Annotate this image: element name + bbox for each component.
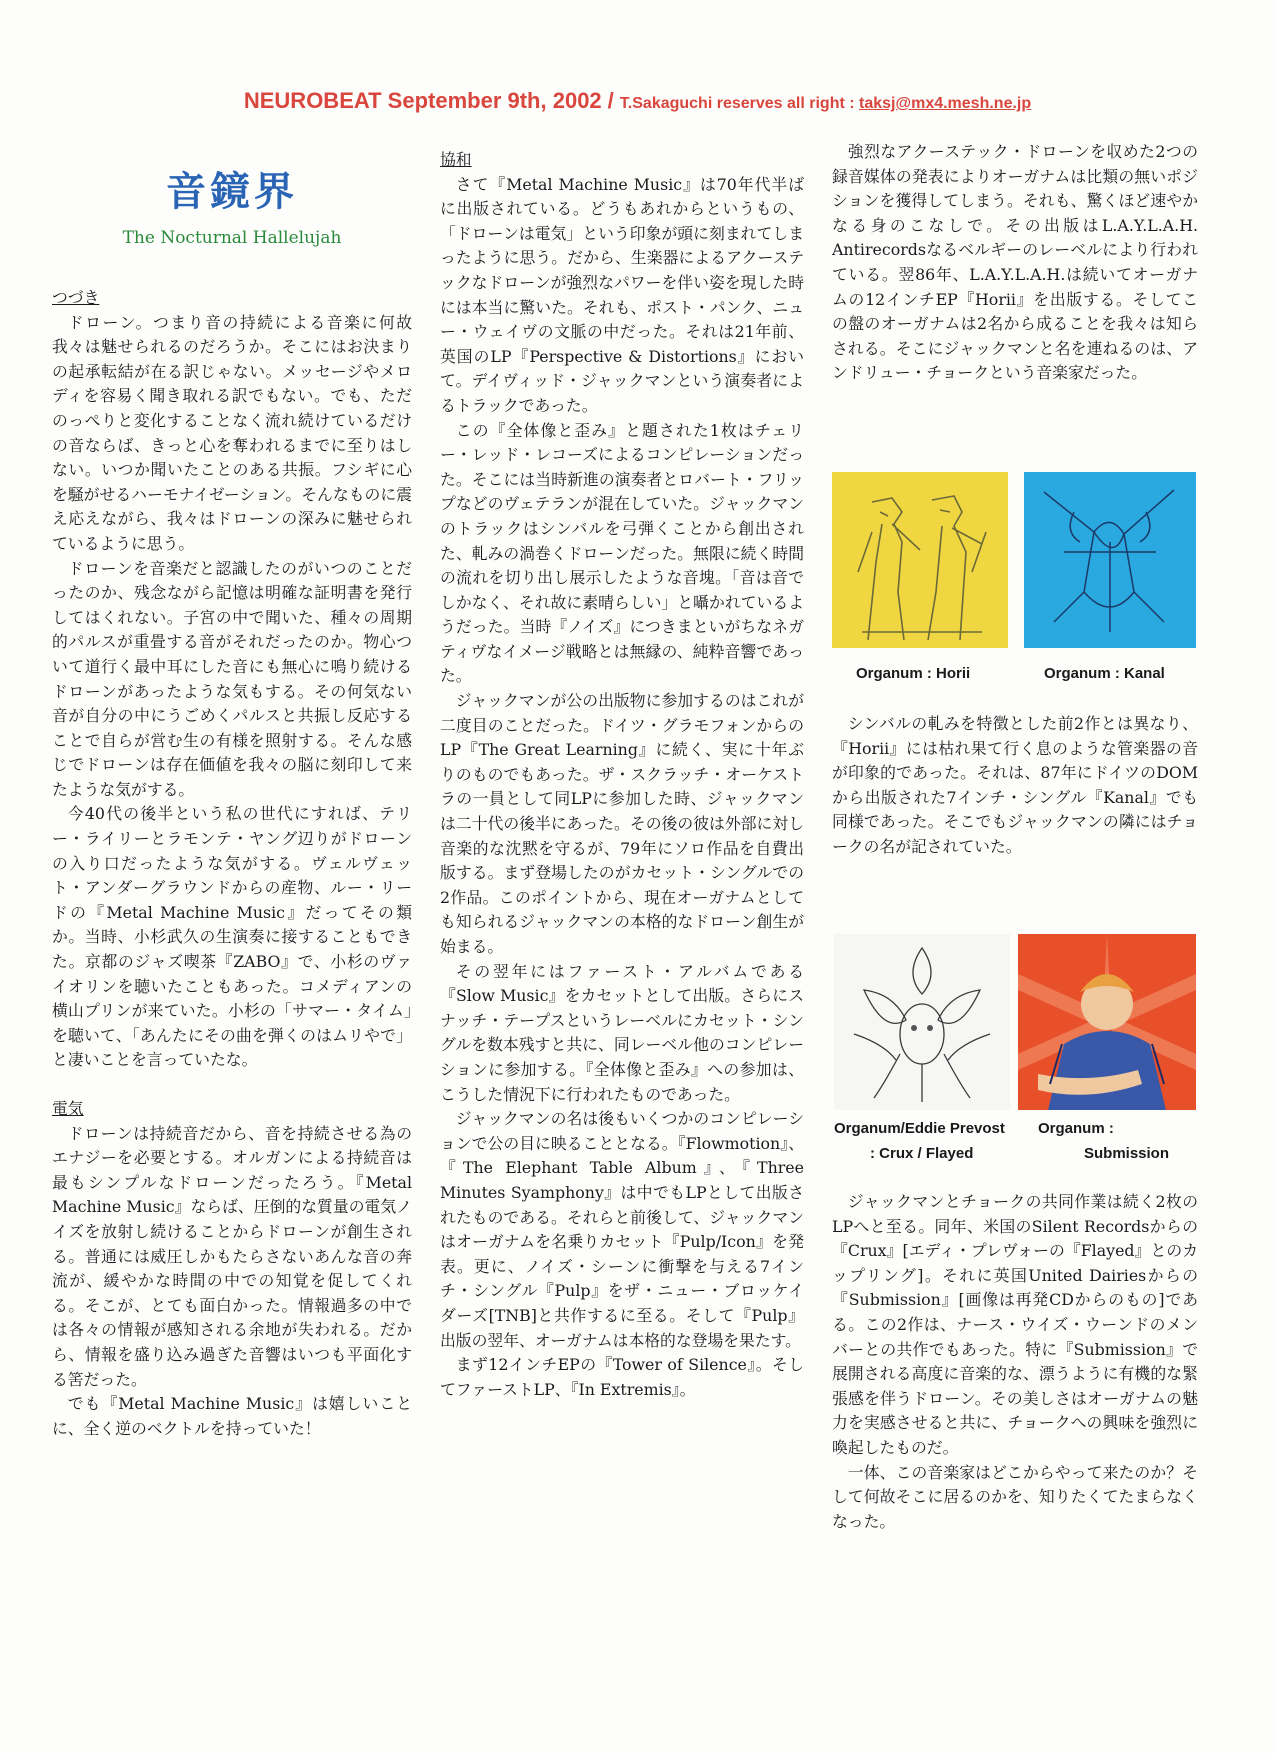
column-3-middle xyxy=(832,712,1198,860)
header-title: NEUROBEAT September 9th, 2002 xyxy=(243,88,602,113)
masthead-subtitle: The Nocturnal Hallelujah xyxy=(122,228,342,248)
column-2 xyxy=(440,148,804,1402)
paragraph: ドローン。つまり音の持続による音楽に何故我々は魅せられるのだろうか。そこにはお決まりの起承転結が在る訳じゃない。メッセージやメロディを容易く聞き取れる訳でもない。でも、ただのっぺりと変化することなく流れ続けているだけの音ならば、きっと心を奪われるまでに至りはしない。いつか聞いたことのある共振。フシギに心を騒がせるハーモナイゼーション。そんなものに震え応えながら、我々はドローンの深みに魅せられているように思う。 xyxy=(52,312,412,553)
submission-figure-icon xyxy=(1018,934,1196,1110)
paragraph: さて『Metal Machine Music』は70年代半ばに出版されている。どうもあれからというもの、「ドローンは電気」という印象が頭に刻まれてしまったように思う。だから、生楽器によるアクーステックなドローンが強烈なパワーを伴い姿を現した時には本当に驚いた。それも、ポスト・パンク、ニュー・ウェイヴの文脈の中だった。それは21年前、英国のLP『Perspective & Distortions』において。デイヴィッド・ジャックマンという演奏者によるトラックであった。 xyxy=(440,174,804,415)
masthead xyxy=(52,168,412,248)
paragraph: ジャックマンとチョークの共同作業は続く2枚のLPへと至る。同年、米国のSilent Recordsからの『Crux』[エディ・プレヴォーの『Flayed』とのカップリング]。それに英国United Dairiesからの『Submission』[画像は再発CDからのもの]である。この2作は、ナース・ウイズ・ウーンドのメンバーとの共作でもあった。特に『Submission』で展開される高度に音楽的な、漂うように有機的な緊張感を伴うドローン。その美しさはオーガナムの魅力を実感させると共に、チョークへの興味を強烈に喚起したものだ。 xyxy=(832,1192,1198,1457)
section-heading-denki: 電気 xyxy=(52,1099,84,1118)
paragraph: 今40代の後半という私の世代にすれば、テリー・ライリーとラモンテ・ヤング辺りがドローンの入り口だったような気がする。ヴェルヴェット・アンダーグラウンドからの産物、ルー・リードの『Metal Machine Music』だってその類か。当時、小杉武久の生演奏に接することもできた。京都のジャズ喫茶『ZABO』で、小杉のヴァイオリンを聴いたこともあった。コメディアンの横山プリンが来ていた。小杉の「サマー・タイム」を聴いて、「あんたにその曲を弾くのはムリやで」と凄いことを言っていたな。 xyxy=(52,804,412,1070)
section-heading-kyowa: 協和 xyxy=(440,150,472,169)
paragraph: ドローンは持続音だから、音を持続させる為のエナジーを必要とする。オルガンによる持続音は最もシンプルなドローンだったろう。『Metal Machine Music』ならば、圧倒的な質量の電気ノイズを放射し続けることからドローンが創生される。普通には威圧しかもたらさないあんな音の奔流が、緩やかな時間の中での知覚を促してくれる。そこが、とても面白かった。情報過多の中では各々の情報が感知される余地が失われる。だから、情報を盛り込み過ぎた音響はいつも平面化する筈だった。 xyxy=(52,1123,412,1389)
paragraph: この『全体像と歪み』と題された1枚はチェリー・レッド・レコーズによるコンピレーションだった。そこには当時新進の演奏者とロバート・フリップなどのヴェテランが混在していた。ジャックマンのトラックはシンバルを弓弾くことから創出された、軋みの渦巻くドローンだった。無限に続く時間の流れを切り出し展示したような音塊。「音は音でしかなく、それ故に素晴らしい」と囁かれているようだった。当時『ノイズ』につきまといがちなネガティヴなイメージ戦略とは無縁の、純粋音響であった。 xyxy=(440,420,804,686)
crux-cover-image xyxy=(834,934,1010,1110)
caption-submission-line2: Submission xyxy=(1084,1145,1170,1162)
header-rights: T.Sakaguchi reserves all right : xyxy=(619,95,860,112)
caption-kanal: Organum : Kanal xyxy=(1044,665,1165,682)
masthead-title: 音鏡界 xyxy=(166,168,298,215)
paragraph: でも『Metal Machine Music』は嬉しいことに、全く逆のベクトルを持っていた！ xyxy=(52,1394,412,1438)
column-3-bottom xyxy=(832,1190,1198,1534)
paragraph: シンバルの軋みを特徴とした前2作とは異なり、『Horii』には枯れ果て行く息のような管楽器の音が印象的であった。それは、87年にドイツのDOMから出版された7インチ・シングル『Kanal』でも同様であった。そこでもジャックマンの隣にはチョークの名が記されていた。 xyxy=(832,714,1198,856)
header-separator: / xyxy=(607,88,614,113)
kanal-ritual-figure-icon xyxy=(1024,472,1196,648)
paragraph: 一体、この音楽家はどこからやって来たのか？そして何故そこに居るのかを、知りたくてたまらなくなった。 xyxy=(832,1462,1198,1531)
crux-ornament-icon xyxy=(834,934,1010,1110)
horii-figures-icon xyxy=(832,472,1008,648)
caption-crux-line1: Organum/Eddie Prevost xyxy=(834,1120,1005,1137)
paragraph: ドローンを音楽だと認識したのがいつのことだったのか、残念ながら記憶は明確な証明書を発行してはくれない。子宮の中で聞いた、種々の周期的パルスが重畳する音がそれだったのか。物心ついて道行く最中耳にした音にも無心に鳴り続けるドローンがあったような気もする。その何気ない音が自分の中にうごめくパルスと共振し反応することで自らが営む生の有様を照射する。そんな感じでドローンは存在価値を我々の脳に刻印して来たような気がする。 xyxy=(52,558,412,799)
page-header xyxy=(0,88,1275,114)
paragraph: まず12インチEPの『Tower of Silence』。そしてファーストLP、『In Extremis』。 xyxy=(440,1355,804,1399)
paragraph: ジャックマンの名は後もいくつかのコンピレーションで公の目に映ることとなる。『Flowmotion』、『The Elephant Table Album』、『Three Minutes Syamphony』は中でもLPとして出版されたものである。それらと前後して、ジャックマンはオーガナムを名乗りカセット『Pulp/Icon』を発表。更に、ノイズ・シーンに衝撃を与える7インチ・シングル『Pulp』をザ・ニュー・ブロッケイダーズ[TNB]と共作するに至る。そして『Pulp』出版の翌年、オーガナムは本格的な登場を果たす。 xyxy=(440,1109,804,1350)
kanal-cover-image xyxy=(1024,472,1196,648)
header-email-link[interactable]: taksj@mx4.mesh.ne.jp xyxy=(859,95,1032,112)
paragraph: 強烈なアクーステック・ドローンを収めた2つの録音媒体の発表によりオーガナムは比類の無いポジションを獲得してしまう。それも、驚くほど速やかなる身のこなしで。その出版はL.A.Y.L.A.H. Antirecordsなるベルギーのレーベルにより行われている。翌86年、L.A.Y.L.A.H.は続いてオーガナムの12インチEP『Horii』を出版する。そしてこの盤のオーガナムは2名から成ることを我々は知らされる。そこにジャックマンと名を連ねるのは、アンドリュー・チョークという音楽家だった。 xyxy=(832,142,1198,383)
submission-cover-image xyxy=(1018,934,1196,1110)
caption-submission-line1: Organum : xyxy=(1038,1120,1114,1137)
column-1 xyxy=(52,286,412,1441)
paragraph: ジャックマンが公の出版物に参加するのはこれが二度目のことだった。ドイツ・グラモフォンからのLP『The Great Learning』に続く、実に十年ぶりのものでもあった。ザ・スクラッチ・オーケストラの一員として同LPに参加した時、ジャックマンは二十代の後半にあった。その後の彼は外部に対し音楽的な沈黙を守るが、79年にソロ作品を自費出版する。まず登場したのがカセット・シングルでの2作品。このポイントから、現在オーガナムとしても知られるジャックマンの本格的なドローン創生が始まる。 xyxy=(440,691,804,956)
section-heading-tsuzuki: つづき xyxy=(52,288,100,307)
column-3-top xyxy=(832,140,1198,386)
horii-cover-image xyxy=(832,472,1008,648)
caption-crux-line2: : Crux / Flayed xyxy=(870,1145,974,1162)
paragraph: その翌年にはファースト・アルバムである『Slow Music』をカセットとして出版。さらにスナッチ・テープスというレーベルにカセット・シングルを数本残すと共に、同レーベル他のコンピレーションに参加する。『全体像と歪み』への参加は、こうした情況下に行われたものであった。 xyxy=(440,961,804,1104)
caption-horii: Organum : Horii xyxy=(856,665,971,682)
